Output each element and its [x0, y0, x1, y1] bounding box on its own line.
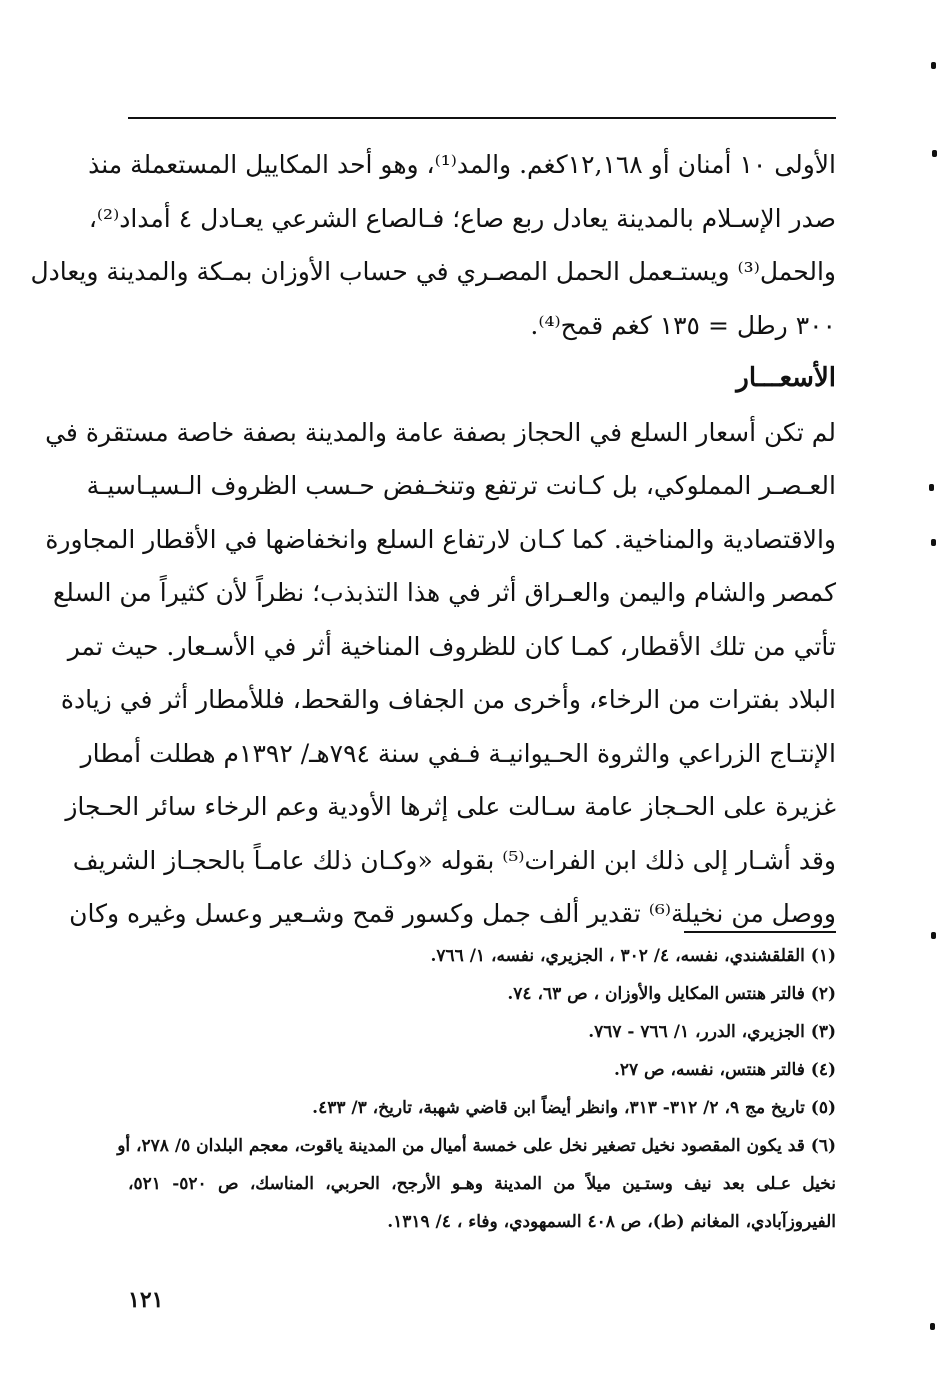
footnote-5: (٥) تاريخ مج ٩، ٢/ ٣١٢- ٣١٣، وانظر أيضاً ابن قاضي شهبة، تاريخ، ٣/ ٤٣٣. [312, 1098, 836, 1118]
footnote-2: (٢) فالتر هنتس المكايل والأوزان ، ص ٦٣، ٧٤. [507, 984, 836, 1004]
scan-edge-mark [932, 150, 937, 157]
paragraph-line: الإنتـاج الزراعي والثروة الحـيوانيـة فـفي سنة ٧٩٤هـ/ ١٣٩٢م هطلت أمطار [80, 738, 836, 768]
paragraph-line: غزيرة على الحـجاز عامة سـالت على إثرها الأودية وعم الرخاء سائر الحـجاز [65, 792, 836, 821]
paragraph-line: البلاد بفترات من الرخاء، وأخرى من الجفاف والقحط، فللأمطار أثر في زيادة [60, 685, 836, 714]
scan-edge-mark [931, 539, 936, 546]
paragraph-line: والاقتصادية والمناخية. كما كـان لارتفاع السلع وانخفاضها في الأقطار المجاورة [45, 524, 836, 554]
footnote-6: (٦) قد يكون المقصود نخيل تصغير نخل على خمسة أميال من المدينة ياقوت، معجم البلدان ٥/ ٢٧٨، أو [117, 1136, 836, 1156]
paragraph-line: لم تكن أسعار السلع في الحجاز بصفة عامة والمدينة بصفة خاصة مستقرة في [45, 417, 836, 447]
scan-edge-mark [929, 484, 934, 491]
paragraph-line: ووصل من نخيلة⁽⁶⁾ تقدير ألف جمل وكسور قمح وشـعير وعسل وغيره وكان [69, 899, 836, 928]
paragraph-line: وقد أشـار إلى ذلك ابن الفرات⁽⁵⁾ بقوله «وكـان ذلك عامـاً بالحجـاز الشريف [72, 845, 836, 875]
paragraph-line: العـصـر المملوكي، بل كـانت ترتفع وتنخـفض حـسب الظروف الـسيـاسيـة [86, 471, 836, 500]
section-heading: الأسعـــار [736, 363, 836, 393]
footnotes [117, 937, 836, 1241]
footnote-rule [684, 931, 836, 933]
page-number: ١٢١ [128, 1287, 164, 1313]
body-line: والحمل⁽³⁾ ويستـعمل الحمل المصـري في حساب الأوزان بمـكة والمدينة ويعادل [30, 257, 836, 286]
body-line: ٣٠٠ رطل = ١٣٥ كغم قمح⁽⁴⁾. [530, 310, 836, 340]
footnote-4: (٤) فالتر هنتس، نفسه، ص ٢٧. [613, 1060, 836, 1080]
header-rule [128, 117, 836, 119]
footnote-1: (١) القلقشندي، نفسه، ٤/ ٣٠٢ ، الجزيري، نفسه، ١/ ٧٦٦. [430, 946, 836, 966]
body-line: الأولى ١٠ أمنان أو ١٢,١٦٨كغم. والمد⁽¹⁾، وهو أحد المكاييل المستعملة منذ [88, 150, 836, 179]
paragraph-line: كمصر والشام واليمن والعـراق أثر في هذا التذبذب؛ نظراً لأن كثيراً من السلع [53, 578, 836, 607]
scan-edge-mark [931, 932, 936, 939]
paragraph-line: تأتي من تلك الأقطار، كمـا كان للظروف المناخية أثر في الأسـعار. حيث تمر [67, 631, 836, 661]
footnote-6-continued: الفيروزآبادي، المغانم (ط)، ص ٤٠٨ السمهودي، وفاء ، ٤/ ١٣١٩. [387, 1212, 836, 1232]
scan-edge-mark [931, 62, 936, 69]
body-line: صدر الإسـلام بالمدينة يعادل ربع صاع؛ فـالصاع الشرعي يعـادل ٤ أمداد⁽²⁾، [88, 203, 836, 233]
main-text [30, 138, 836, 941]
footnote-6-continued: نخيل عـلى بعد نيف وستـين ميلاً من المدينة وهـو الأرجح، الحربي، المناسك، ص ٥٢٠- ٥٢١، [128, 1174, 836, 1194]
scan-edge-mark [930, 1323, 935, 1330]
footnote-3: (٣) الجزيري، الدرر، ١/ ٧٦٦ - ٧٦٧. [588, 1022, 836, 1042]
